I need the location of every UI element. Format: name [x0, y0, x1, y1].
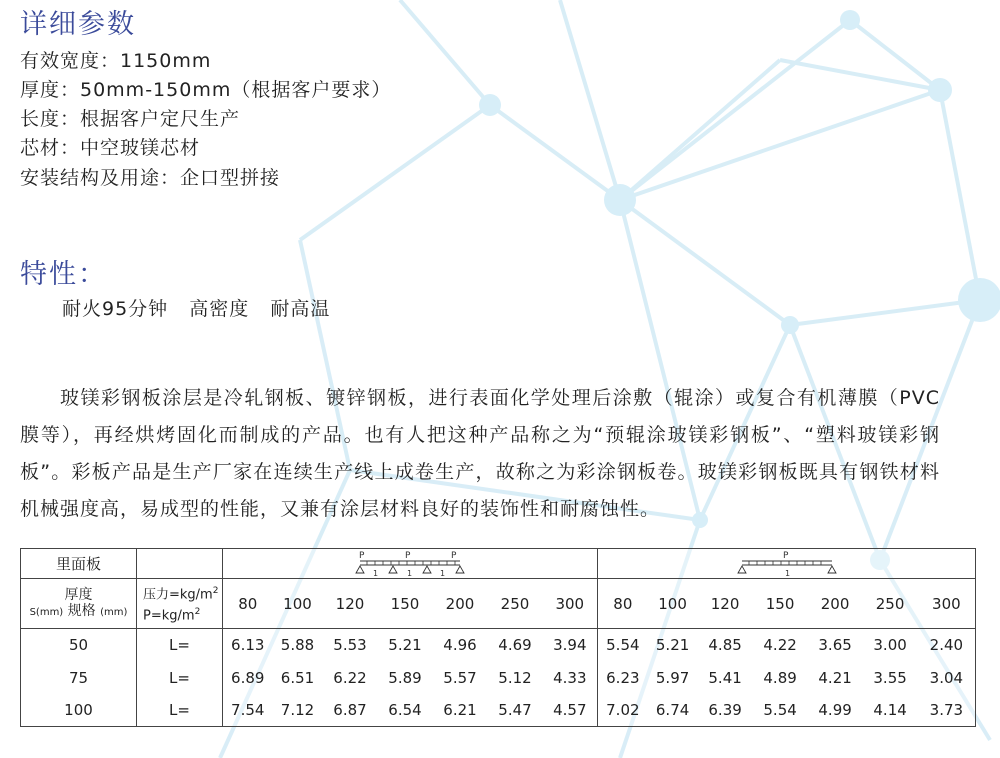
table-cell: 6.74 — [648, 694, 698, 727]
load-header: 150 — [378, 579, 433, 629]
table-cell: 4.96 — [443, 636, 477, 655]
corner-cell: 里面板 — [21, 549, 137, 579]
table-cell: 6.89 — [231, 668, 265, 687]
description-paragraph: 玻镁彩钢板涂层是冷轧钢板、镀锌钢板，进行表面化学处理后涂敷（辊涂）或复合有机薄膜（PVC膜等），再经烘烤固化而制成的产品。也有人把这种产品称之为“预辊涂玻镁彩钢板”、“塑料玻镁彩钢板”。彩板产品是生产厂家在连续生产线上成卷生产，故称之为彩涂钢板卷。玻镁彩钢板既具有钢铁材料机械强度高，易成型的性能，又兼有涂层材料良好的装饰性和耐腐蚀性。 — [20, 387, 940, 520]
table-cell: 7.54 — [223, 694, 273, 727]
table-cell: 5.88 — [280, 636, 315, 655]
table-cell: 5.54 — [753, 694, 808, 727]
load-header: 200 — [433, 579, 488, 629]
param-thickness: 厚度：50mm-150mm（根据客户要求） — [20, 79, 392, 101]
table-cell: 6.51 — [280, 668, 315, 687]
span-mark: 1 — [373, 568, 379, 578]
table-cell: 4.57 — [543, 694, 598, 727]
table-cell: 3.73 — [918, 694, 976, 727]
load-header: 300 — [543, 579, 598, 629]
features-text: 耐火95分钟 高密度 耐高温 — [62, 298, 331, 320]
superscript: 2 — [194, 606, 201, 617]
load-header: 250 — [488, 579, 543, 629]
load-header: 120 — [698, 579, 753, 629]
load-mark: P — [359, 550, 365, 561]
table-cell: 6.54 — [378, 694, 433, 727]
table-cell: 3.04 — [918, 662, 976, 694]
features-title: 特性： — [20, 259, 107, 290]
span-mark: 1 — [407, 568, 413, 578]
load-header: 150 — [753, 579, 808, 629]
diagram-single-span — [598, 549, 976, 579]
table-cell: 5.54 — [606, 636, 640, 655]
load-mark: P — [405, 550, 411, 561]
table-cell: 6.39 — [698, 694, 753, 727]
table-cell: 6.22 — [333, 668, 367, 687]
table-cell: 5.97 — [655, 668, 690, 687]
thickness-unit: S(mm) — [29, 606, 64, 618]
table-cell: 7.02 — [598, 694, 648, 727]
spec-unit: (mm) — [100, 606, 128, 618]
param-core: 芯材：中空玻镁芯材 — [20, 137, 201, 159]
table-cell: 5.47 — [488, 694, 543, 727]
span-mark: 1 — [440, 568, 446, 578]
param-install: 安装结构及用途：企口型拼接 — [20, 167, 281, 189]
table-cell: 6.13 — [231, 636, 265, 655]
table-cell: 100 — [21, 694, 137, 727]
table-cell: 4.22 — [763, 636, 797, 655]
table-cell: L= — [137, 662, 223, 694]
table-cell: 5.21 — [388, 636, 422, 655]
table-cell: 3.00 — [873, 636, 907, 655]
load-header: 100 — [648, 579, 698, 629]
table-cell: 5.89 — [388, 668, 422, 687]
table-cell: 4.69 — [498, 636, 532, 655]
table-cell: 4.33 — [543, 662, 598, 694]
table-cell: 4.21 — [818, 668, 852, 687]
load-header: 300 — [918, 579, 976, 629]
spec-label: 规格 — [67, 602, 96, 619]
table-cell: 5.21 — [655, 636, 690, 655]
load-mark: P — [782, 550, 789, 561]
table-cell: L= — [137, 694, 223, 727]
table-cell: 2.40 — [918, 629, 976, 662]
thickness-header — [21, 579, 137, 629]
pressure-header — [137, 579, 223, 629]
param-length: 长度：根据客户定尺生产 — [20, 108, 241, 130]
table-row — [21, 629, 976, 662]
superscript: 2 — [212, 586, 219, 597]
table-cell: 4.89 — [763, 668, 797, 687]
load-header: 100 — [273, 579, 323, 629]
table-row — [21, 662, 976, 694]
table-cell: 6.87 — [323, 694, 378, 727]
span-mark: 1 — [784, 568, 790, 578]
table-cell: 4.99 — [808, 694, 863, 727]
load-header: 200 — [808, 579, 863, 629]
table-cell: 4.14 — [863, 694, 918, 727]
load-header: 80 — [223, 579, 273, 629]
param-width: 有效宽度：1150mm — [20, 50, 212, 72]
table-cell: 5.57 — [443, 668, 477, 687]
pressure-label: 压力=kg/m — [143, 587, 213, 603]
load-table — [20, 548, 976, 727]
table-cell: 5.53 — [333, 636, 367, 655]
load-mark: P — [451, 550, 457, 561]
table-cell: 7.12 — [273, 694, 323, 727]
table-cell: 6.21 — [433, 694, 488, 727]
table-row — [21, 694, 976, 727]
table-cell: 3.94 — [543, 629, 598, 662]
load-header: 120 — [323, 579, 378, 629]
table-cell: 3.55 — [873, 668, 907, 687]
table-cell: L= — [137, 629, 223, 662]
table-cell: 50 — [21, 629, 137, 662]
diagram-three-span — [223, 549, 598, 579]
table-cell: 4.85 — [708, 636, 742, 655]
load-header: 80 — [598, 579, 648, 629]
table-cell: 5.41 — [708, 668, 742, 687]
table-cell: 75 — [21, 662, 137, 694]
p-label: P=kg/m — [143, 607, 195, 623]
detail-params-title: 详细参数 — [20, 9, 136, 40]
thickness-label: 厚度 — [64, 586, 93, 603]
load-header: 250 — [863, 579, 918, 629]
table-cell: 6.23 — [606, 668, 640, 687]
table-cell: 3.65 — [818, 636, 852, 655]
table-cell: 5.12 — [498, 668, 532, 687]
